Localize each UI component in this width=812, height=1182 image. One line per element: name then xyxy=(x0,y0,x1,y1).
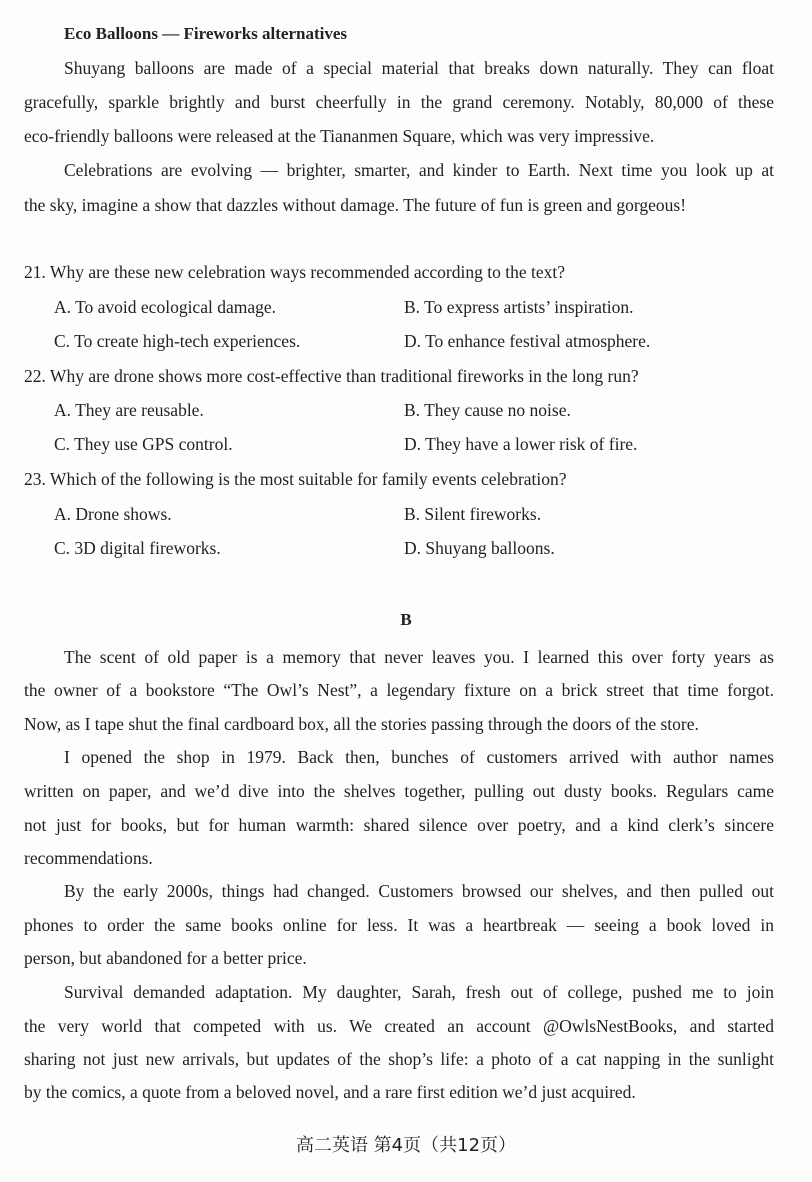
question-22-option-a: A. They are reusable. xyxy=(54,400,204,420)
passage-a-line: Shuyang balloons are made of a special material that breaks down naturally. They can float xyxy=(64,58,774,78)
passage-b-line: I opened the shop in 1979. Back then, bunches of customers arrived with author names xyxy=(64,747,774,767)
passage-a-line: the sky, imagine a show that dazzles without damage. The future of fun is green and gorgeous! xyxy=(24,195,687,215)
question-22-stem: 22. Why are drone shows more cost-effective than traditional fireworks in the long run? xyxy=(24,366,639,386)
passage-b-line: By the early 2000s, things had changed. Customers browsed our shelves, and then pulled out xyxy=(64,881,774,901)
passage-b-line: Now, as I tape shut the final cardboard box, all the stories passing through the doors of the store. xyxy=(24,714,699,734)
question-21-option-b: B. To express artists’ inspiration. xyxy=(404,297,634,317)
passage-b-line: phones to order the same books online for less. It was a heartbreak — seeing a book loved in xyxy=(24,915,774,935)
question-23-option-c: C. 3D digital fireworks. xyxy=(54,538,221,558)
section-label: B xyxy=(400,610,412,629)
passage-b-line: the very world that competed with us. We created an account @OwlsNestBooks, and started xyxy=(24,1016,774,1036)
page-footer: 高二英语 第4页（共12页） xyxy=(295,1135,517,1156)
passage-a-line: Celebrations are evolving — brighter, smarter, and kinder to Earth. Next time you look up at xyxy=(64,160,774,180)
question-22-option-c: C. They use GPS control. xyxy=(54,434,233,454)
question-22-option-d: D. They have a lower risk of fire. xyxy=(404,434,638,454)
question-22-option-b: B. They cause no noise. xyxy=(404,400,571,420)
passage-a-line: gracefully, sparkle brightly and burst cheerfully in the grand ceremony. Notably, 80,000 of these xyxy=(24,92,774,112)
passage-b-line: written on paper, and we’d dive into the shelves together, pulling out dusty books. Regulars came xyxy=(24,781,774,801)
passage-b-line: The scent of old paper is a memory that never leaves you. I learned this over forty years as xyxy=(64,647,774,667)
question-23-option-a: A. Drone shows. xyxy=(54,504,172,524)
passage-b-line: person, but abandoned for a better price. xyxy=(24,948,307,968)
question-23-option-d: D. Shuyang balloons. xyxy=(404,538,555,558)
question-21-option-a: A. To avoid ecological damage. xyxy=(54,297,276,317)
passage-b-line: not just for books, but for human warmth: shared silence over poetry, and a kind clerk’s sincere xyxy=(24,815,774,835)
question-21-option-d: D. To enhance festival atmosphere. xyxy=(404,331,651,351)
passage-b-line: sharing not just new arrivals, but updates of the shop’s life: a photo of a cat napping in the sunlight xyxy=(24,1049,774,1069)
passage-b-line: recommendations. xyxy=(24,848,153,868)
question-21-stem: 21. Why are these new celebration ways recommended according to the text? xyxy=(24,262,565,282)
question-23-option-b: B. Silent fireworks. xyxy=(404,504,542,524)
passage-b-line: the owner of a bookstore “The Owl’s Nest”, a legendary fixture on a brick street that time forgot. xyxy=(24,680,774,700)
passage-b-line: Survival demanded adaptation. My daughter, Sarah, fresh out of college, pushed me to join xyxy=(64,982,774,1002)
passage-a-heading: Eco Balloons — Fireworks alternatives xyxy=(64,24,347,43)
passage-b-line: by the comics, a quote from a beloved novel, and a rare first edition we’d just acquired. xyxy=(24,1082,636,1102)
question-21-option-c: C. To create high-tech experiences. xyxy=(54,331,301,351)
passage-a-line: eco-friendly balloons were released at the Tiananmen Square, which was very impressive. xyxy=(24,126,655,146)
question-23-stem: 23. Which of the following is the most suitable for family events celebration? xyxy=(24,469,567,489)
